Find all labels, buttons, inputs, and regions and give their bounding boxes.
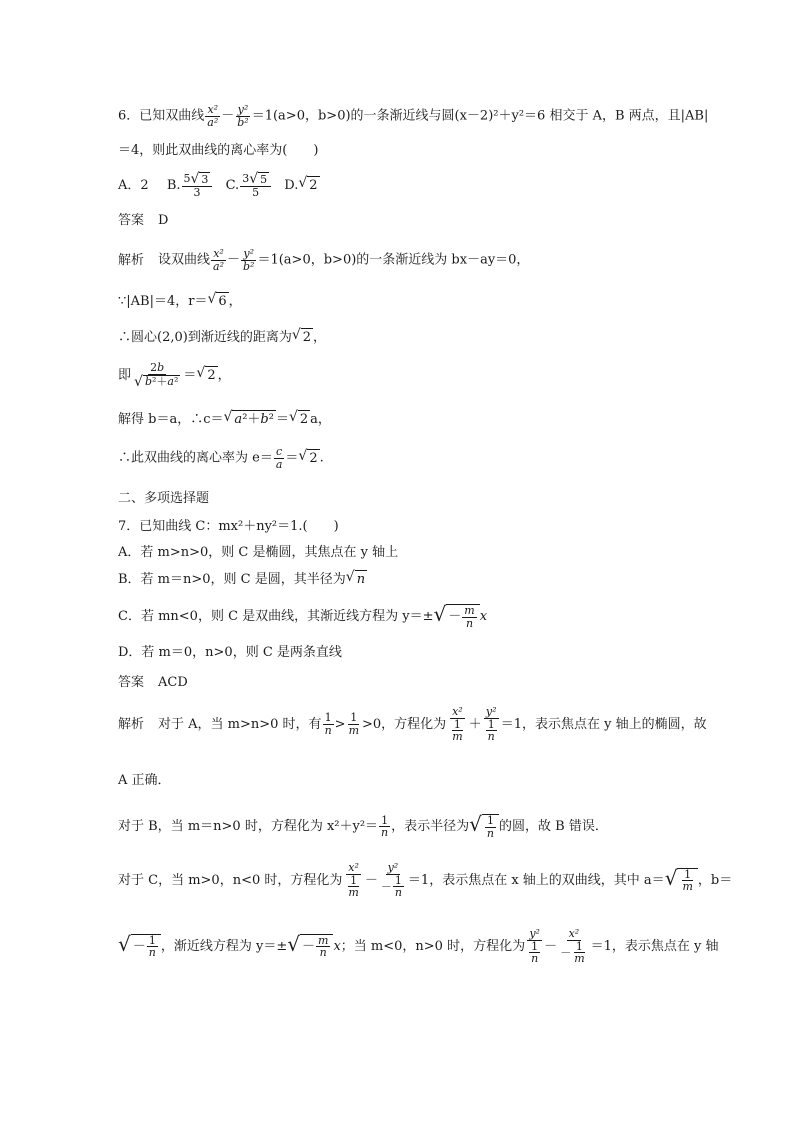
q7-analysis-a2: A 正确． xyxy=(118,773,171,788)
q6-s5-end: a， xyxy=(310,412,331,427)
q6-s1-tail: ＝1(a>0，b>0)的一条渐近线为 bx－ay＝0， xyxy=(257,252,530,268)
q7-a1-mid: ，方程化为 xyxy=(381,716,447,732)
answer-label: 答案 xyxy=(118,213,145,228)
sq: √ － $\frac{m}{n}$ xyxy=(434,604,480,629)
q7-a1-pre: 对于 A，当 m>n>0 时，有 xyxy=(158,716,322,732)
q6-option-d-value: √ 2 xyxy=(298,174,318,193)
sq: √ n xyxy=(345,569,366,587)
q6-s6-mid: ＝ xyxy=(285,450,299,466)
q6-s1-text: 设双曲线 xyxy=(158,252,211,268)
q7-analysis-a: 解析 对于 A，当 m>n>0 时，有 $\frac{1}{n}$ > $\frac{1}{m}$ >0，方程化为 $\frac{\text{x²}}{\frac{1}{m}}$ ＋ $\frac{\text{y²}}{\frac{1}{n}}$ ＝1，表示焦点在 y 轴上的椭圆，故 xyxy=(118,705,707,744)
q6-analysis-line5 xyxy=(118,410,331,429)
q6-option-a: A．2 xyxy=(118,177,149,193)
q7-c1-pre: 对于 C，当 m>0，n<0 时，方程化为 xyxy=(118,872,343,888)
answer-label: 答案 xyxy=(118,675,145,690)
q7-opt-b: B．若 m＝n>0，则 C 是圆，其半径为 xyxy=(118,572,346,587)
q7-option-d: D．若 m＝0，n>0，则 C 是两条直线 xyxy=(118,645,342,660)
sq: √ a ²＋ b ² xyxy=(223,409,274,427)
frac: $\frac{\text{y²}}{\text{b²}}$ xyxy=(243,247,255,273)
q6-option-b-value: 5 √ 3 3 xyxy=(182,172,213,199)
q6-analysis-line6 xyxy=(118,446,324,470)
sq: √ 2 xyxy=(196,364,216,383)
frac: x² － $\frac{1}{m}$ xyxy=(560,927,585,966)
q6-s6-end: . xyxy=(319,450,324,466)
sq: √ $\frac{1}{n}$ xyxy=(469,814,499,839)
q6-s5-mid: ＝ xyxy=(275,412,289,427)
q6-eq-tail: ＝1(a>0，b>0)的一条渐近线与圆(x－2)²＋y²＝6 相交于 A，B 两点，且|AB| xyxy=(251,108,709,124)
q6-s5-pre: 解得 b＝a，∴c＝ xyxy=(118,412,224,427)
q7-b1-pre: 对于 B，当 m＝n>0 时，方程化为 x²＋y²＝ xyxy=(118,819,379,835)
q6-s3: ∴圆心(2,0)到渐近线的距离为 xyxy=(118,330,292,345)
frac: $\frac{1}{n}$ xyxy=(324,711,332,737)
q6-options xyxy=(118,172,320,199)
q7-b1-end: 的圆，故 B 错误． xyxy=(499,819,608,835)
sq: √ $\frac{1}{m}$ xyxy=(665,868,698,893)
q6-analysis-line1: 解析 设双曲线 $\frac{\text{x²}}{\text{a²}}$ － $\frac{\text{y²}}{\text{b²}}$ ＝1(a>0，b>0)的一条渐近线为 bx－ay＝0， xyxy=(118,247,530,273)
q6-option-b-label: B. xyxy=(166,177,181,193)
q7-answer xyxy=(118,674,188,692)
answer-value: D xyxy=(158,213,169,228)
sq: √ 6 xyxy=(207,291,227,309)
q6-s3-end: ， xyxy=(313,330,327,345)
q7-analysis-b xyxy=(118,814,608,839)
frac: $\frac{1}{m}$ xyxy=(348,711,359,737)
q6-stem-line1: 6．已知双曲线 $\frac{\text{x²}}{\text{a²}}$ － $\frac{\text{y²}}{\text{b²}}$ ＝1(a>0，b>0)的一条渐近线与圆(x－2)²＋y²＝6 相交于 A，B 两点，且|AB| xyxy=(118,103,709,129)
q6-analysis-line4 xyxy=(118,362,231,389)
answer-value: ACD xyxy=(158,675,188,690)
frac: $\frac{1}{n}$ xyxy=(381,813,389,840)
q7-c2-mid2: ；当 m<0，n>0 时，方程化为 xyxy=(340,938,526,954)
q6-option-c-value: 3 √ 5 5 xyxy=(240,172,271,199)
q6-analysis-line2 xyxy=(118,292,242,311)
q6-analysis-line3 xyxy=(118,328,326,347)
q6-s2: ∵|AB|＝4，r＝ xyxy=(118,294,208,309)
q7-opt-c-pre: C．若 mn<0，则 C 是双曲线，其渐近线方程为 y＝± xyxy=(118,609,434,625)
q7-analysis-c2: √ － $\frac{1}{n}$ ，渐近线方程为 y＝± √ － $\frac{m}{n}$ x；当 m<0，n>0 时，方程化为 $\frac{\text{y²}}{\frac{1}{n}}$ － x² － $\frac{1}{m}$ ＝1，表示焦点在 y 轴 xyxy=(118,927,719,966)
q7-analysis-c1: 对于 C，当 m>0，n<0 时，方程化为 $\frac{\text{x²}}{\frac{1}{m}}$ － y² － $\frac{1}{n}$ ＝1，表示焦点在 x 轴上的双曲线，其中 a＝ √ $\frac{1}{m}$ ，b＝ xyxy=(118,861,733,900)
frac: $\frac{\text{x²}}{\frac{1}{m}}$ xyxy=(348,861,359,900)
frac: y² － $\frac{1}{n}$ xyxy=(380,861,402,900)
q6-s4-eq: ＝ xyxy=(183,367,197,383)
sq: √ － $\frac{m}{n}$ xyxy=(287,934,333,959)
sq: √ － $\frac{1}{n}$ xyxy=(118,934,161,959)
q6-answer xyxy=(118,212,168,230)
q7-c1-mid: ＝1，表示焦点在 x 轴上的双曲线，其中 a＝ xyxy=(407,872,665,888)
q7-b1-mid: ，表示半径为 xyxy=(391,819,470,835)
q7-c2-mid: ，渐近线方程为 y＝± xyxy=(160,938,288,954)
q6-s2-end: ， xyxy=(228,294,242,309)
analysis-label: 解析 xyxy=(118,252,145,268)
sq: √ 2 xyxy=(298,447,318,466)
frac: $\frac{\text{y²}}{\frac{1}{n}}$ xyxy=(485,705,497,744)
q6-s6-pre: ∴此双曲线的离心率为 e＝ xyxy=(118,450,273,466)
frac-y2-b2: $\frac{\text{y²}}{\text{b²}}$ xyxy=(237,103,249,129)
analysis-label: 解析 xyxy=(118,716,145,732)
frac-x2-a2: $\frac{\text{x²}}{\text{a²}}$ xyxy=(207,103,219,129)
q6-prefix: 6．已知双曲线 xyxy=(118,108,205,124)
q7-option-a: A．若 m>n>0，则 C 是椭圆，其焦点在 y 轴上 xyxy=(118,545,399,560)
q7-stem: 7．已知曲线 C：mx²＋ny²＝1.( ) xyxy=(118,519,339,534)
q7-c1-end: ，b＝ xyxy=(697,872,733,888)
section-heading: 二、多项选择题 xyxy=(118,491,210,506)
q6-stem-line2: ＝4，则此双曲线的离心率为( ) xyxy=(118,143,319,158)
frac: $\frac{\text{y²}}{\frac{1}{n}}$ xyxy=(529,927,540,966)
q7-a1-end: ＝1，表示焦点在 y 轴上的椭圆，故 xyxy=(500,716,707,732)
sq: √ 2 xyxy=(291,327,312,345)
frac: 2b √ b ²＋ a ² xyxy=(134,361,179,390)
frac: $\frac{\text{x²}}{\frac{1}{m}}$ xyxy=(452,705,463,744)
q7-c2-end: ＝1，表示焦点在 y 轴 xyxy=(590,938,719,954)
q7-option-c: C．若 mn<0，则 C 是双曲线，其渐近线方程为 y＝± √ － $\frac{m}{n}$ x xyxy=(118,602,488,630)
q6-option-d-label: D. xyxy=(284,177,299,193)
q6-s4-end: ， xyxy=(217,367,231,383)
q6-option-c-label: C. xyxy=(225,177,240,193)
sq: √ 2 xyxy=(288,409,309,427)
frac: $\frac{\text{x²}}{\text{a²}}$ xyxy=(213,247,224,273)
q6-s4-pre: 即 xyxy=(118,367,132,383)
frac: $\frac{c}{a}$ xyxy=(275,445,283,471)
q7-option-b xyxy=(118,570,367,589)
